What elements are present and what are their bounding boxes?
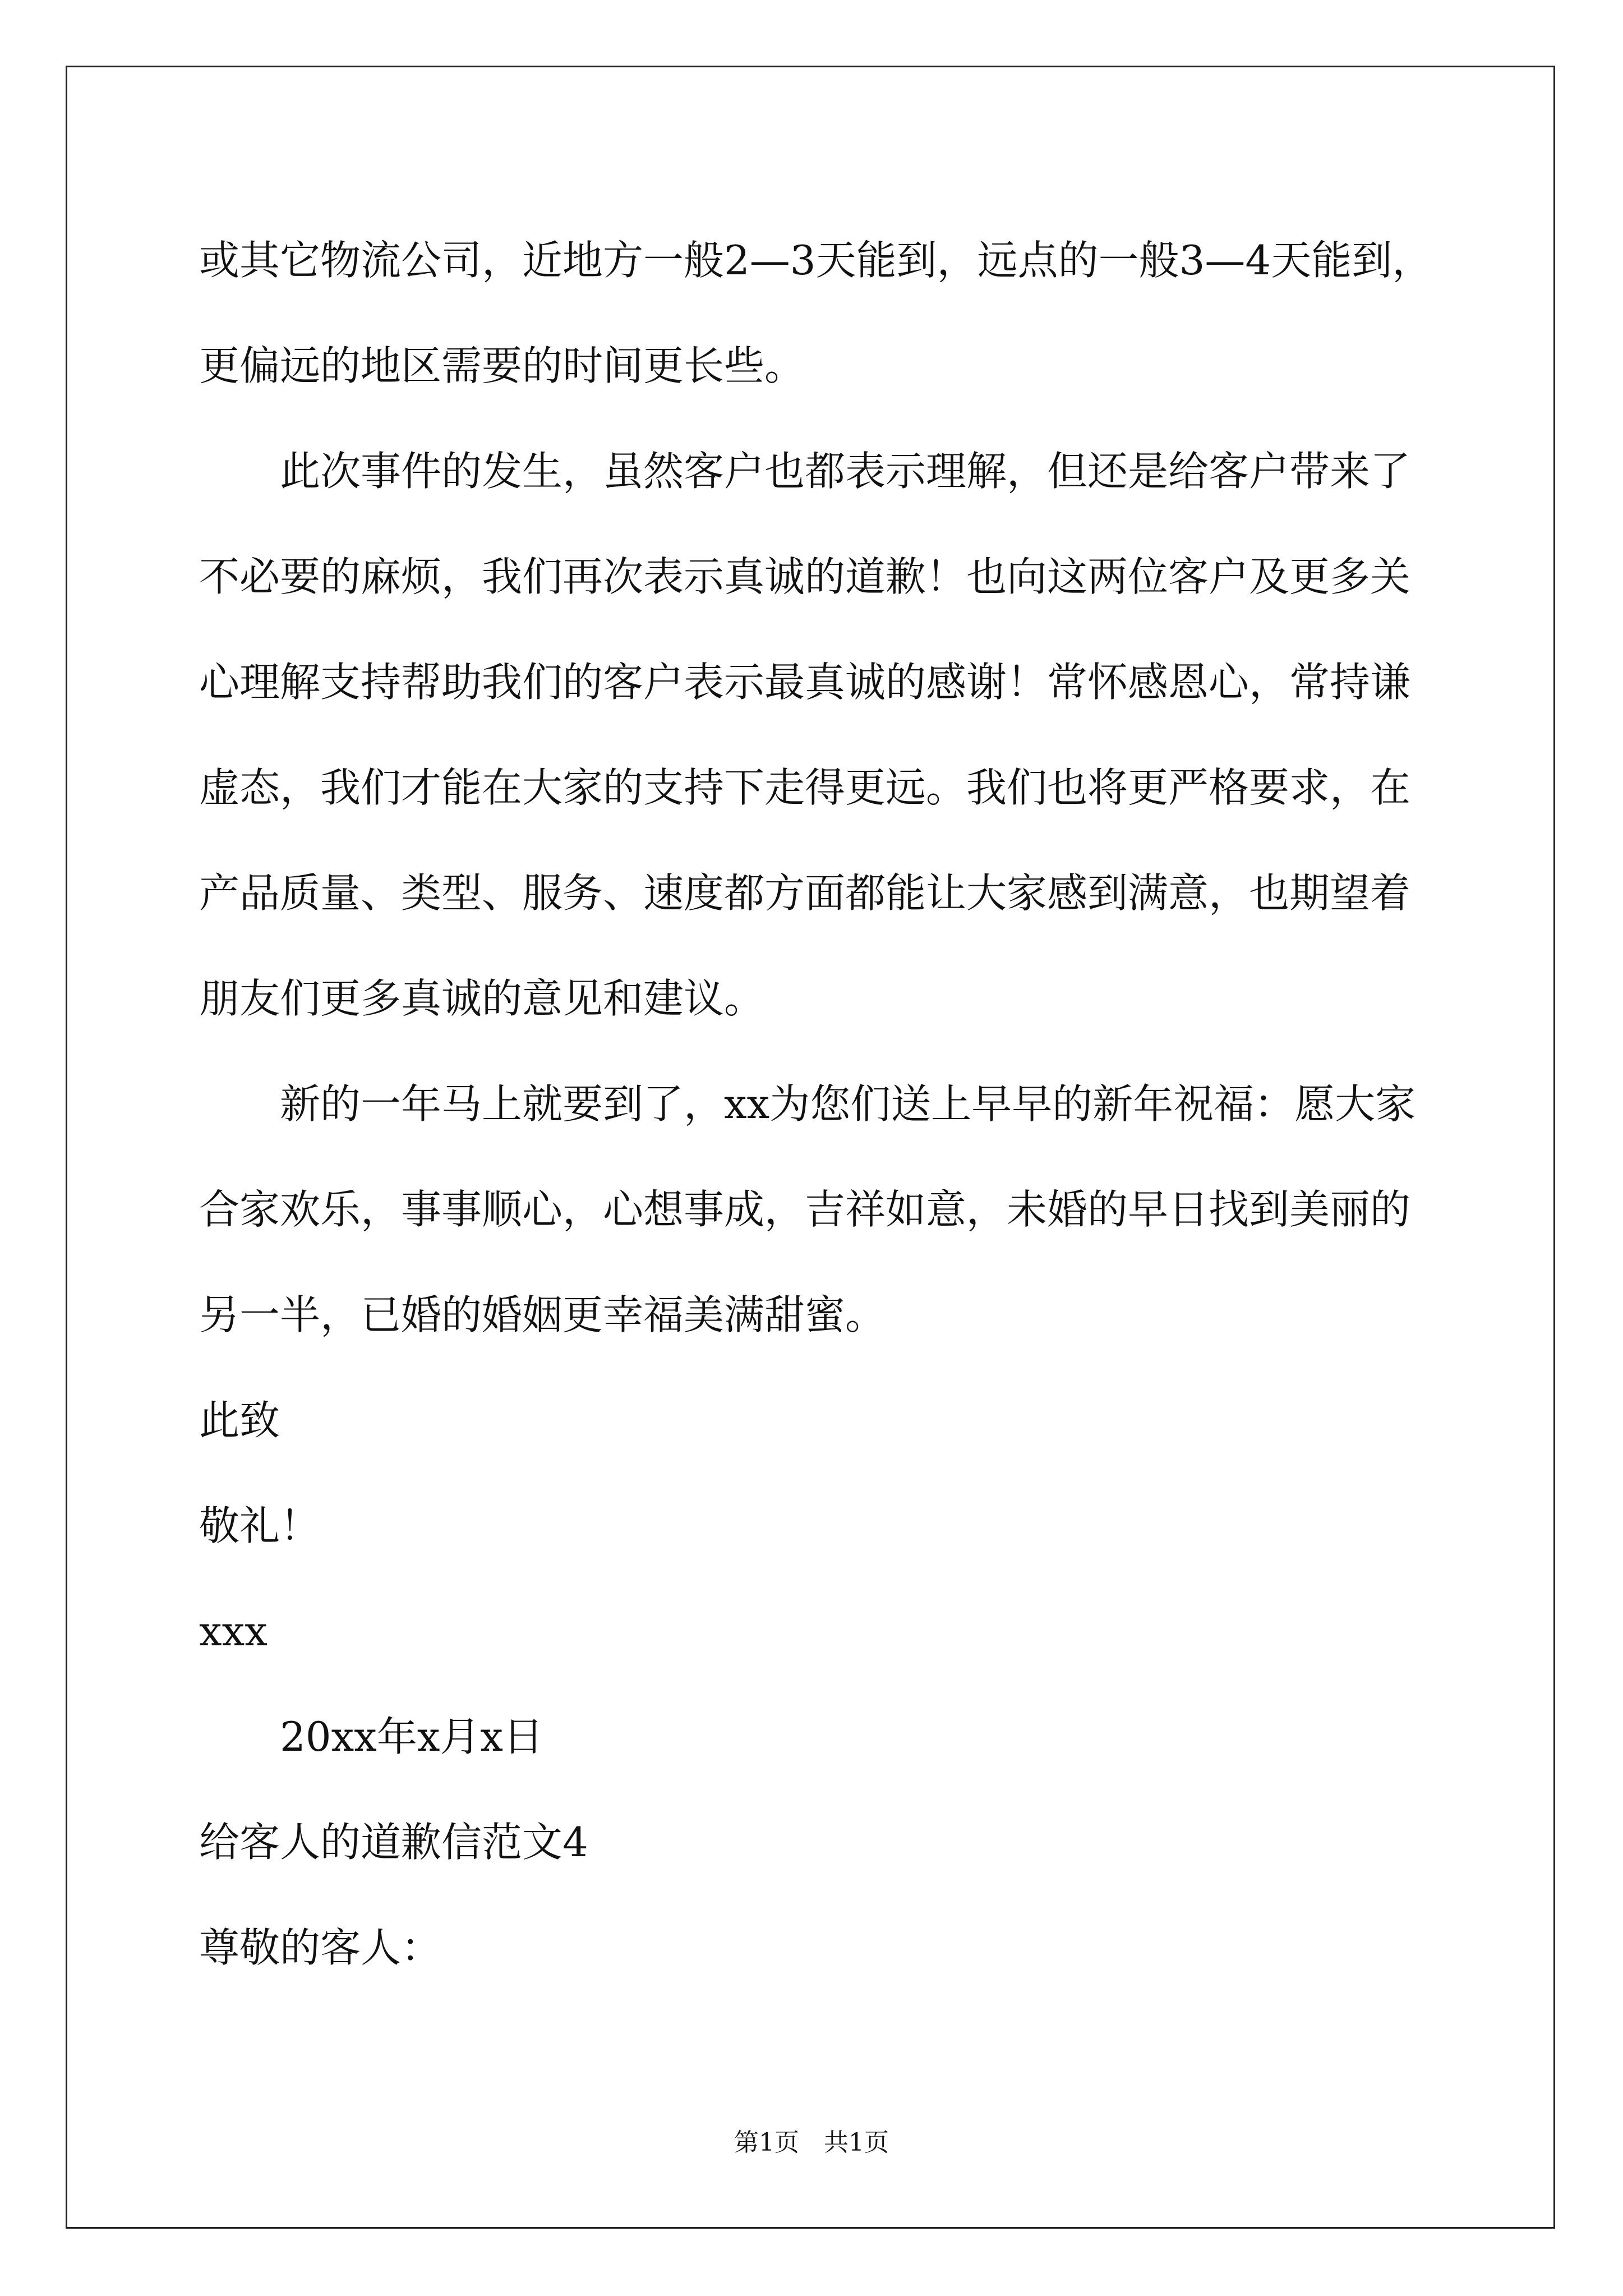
paragraph-line: 另一半，已婚的婚姻更幸福美满甜蜜。 xyxy=(199,1291,886,1338)
signature: xxx xyxy=(199,1608,268,1655)
closing-line: 此致 xyxy=(199,1397,280,1444)
paragraph-line: 朋友们更多真诚的意见和建议。 xyxy=(199,975,765,1022)
paragraph-line: 心理解支持帮助我们的客户表示最真诚的感谢！常怀感恩心，常持谦 xyxy=(199,659,1411,706)
paragraph-line: 或其它物流公司，近地方一般2—3天能到，远点的一般3—4天能到， xyxy=(199,237,1433,284)
paragraph-line: 更偏远的地区需要的时间更长些。 xyxy=(199,342,805,389)
section-heading: 给客人的道歉信范文4 xyxy=(199,1819,588,1866)
closing-salute: 敬礼！ xyxy=(199,1502,321,1549)
paragraph-line: 合家欢乐，事事顺心，心想事成，吉祥如意，未婚的早日找到美丽的 xyxy=(199,1186,1411,1233)
paragraph-line: 产品质量、类型、服务、速度都方面都能让大家感到满意，也期望着 xyxy=(199,869,1411,917)
document-body xyxy=(199,208,1444,2000)
paragraph-line: 不必要的麻烦，我们再次表示真诚的道歉！也向这两位客户及更多关 xyxy=(199,553,1411,600)
date-line: 20xx年x月x日 xyxy=(280,1713,544,1760)
paragraph-line: 此次事件的发生，虽然客户也都表示理解，但还是给客户带来了 xyxy=(280,448,1411,495)
paragraph-line: 新的一年马上就要到了，xx为您们送上早早的新年祝福：愿大家 xyxy=(280,1080,1416,1128)
salutation: 尊敬的客人： xyxy=(199,1924,442,1971)
paragraph-line: 虚态，我们才能在大家的支持下走得更远。我们也将更严格要求，在 xyxy=(199,764,1411,811)
page-number-footer: 第1页 共1页 xyxy=(734,2128,889,2157)
